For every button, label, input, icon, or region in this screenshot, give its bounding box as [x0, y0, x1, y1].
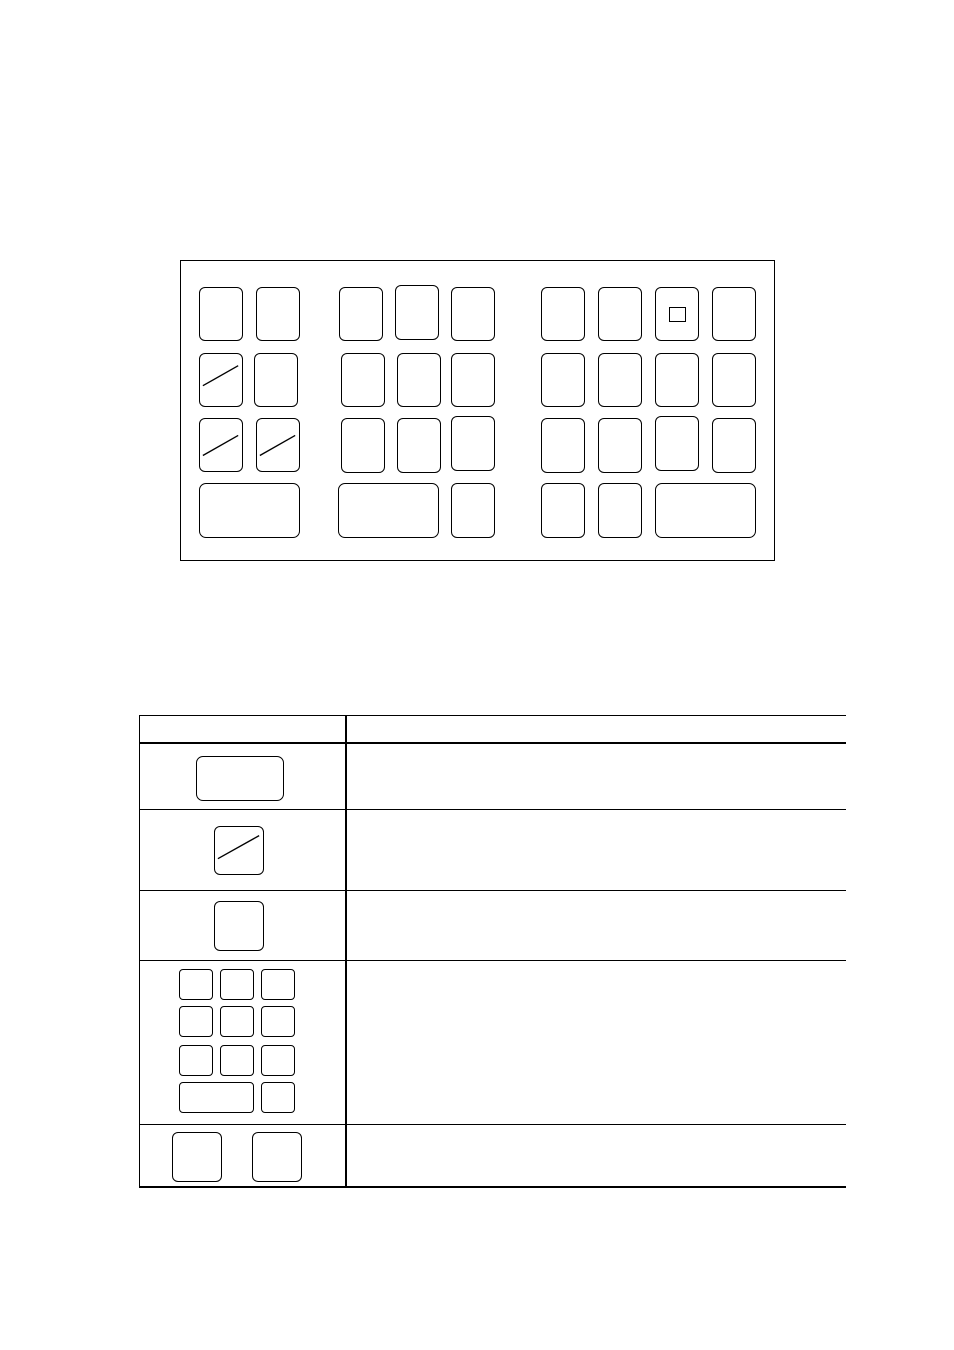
keypad-key: [179, 969, 213, 1000]
legend-row-divider: [140, 809, 846, 810]
slash-icon: [200, 419, 242, 471]
key-l-r1c1[interactable]: [199, 287, 243, 341]
keypad-key: [220, 1006, 254, 1037]
key-r-r1c2[interactable]: [598, 287, 642, 341]
keyboard-panel: [180, 260, 775, 561]
key-l-r1c2[interactable]: [256, 287, 300, 341]
legend-key-pair-icon: [172, 1132, 222, 1182]
legend-wide-key-icon: [196, 756, 284, 801]
key-r-r4c2[interactable]: [598, 483, 642, 538]
legend-column-divider: [345, 716, 347, 1186]
key-r-r2c3[interactable]: [655, 353, 699, 407]
keypad-key: [179, 1045, 213, 1076]
square-indicator-icon: [669, 307, 686, 322]
legend-key-pair-icon: [252, 1132, 302, 1182]
key-c-r1c3[interactable]: [451, 287, 495, 341]
slash-icon: [215, 827, 263, 874]
key-l-r2c2[interactable]: [254, 353, 298, 407]
key-r-r3c1[interactable]: [541, 418, 585, 473]
keypad-key: [220, 969, 254, 1000]
key-c-r3c3[interactable]: [451, 416, 495, 471]
key-r-r2c4[interactable]: [712, 353, 756, 407]
slash-key[interactable]: [199, 418, 243, 472]
key-r-r2c1[interactable]: [541, 353, 585, 407]
wide-key[interactable]: [655, 483, 756, 538]
keypad-key: [261, 1082, 295, 1113]
keypad-key: [261, 1006, 295, 1037]
key-r-r1c1[interactable]: [541, 287, 585, 341]
key-r-r3c3[interactable]: [655, 416, 699, 471]
legend-header: [140, 716, 846, 744]
key-c-r2c2[interactable]: [397, 353, 441, 407]
key-c-r2c1[interactable]: [341, 353, 385, 407]
slash-icon: [200, 354, 242, 406]
key-r-r4c1[interactable]: [541, 483, 585, 538]
wide-key[interactable]: [199, 483, 300, 538]
key-r-r3c4[interactable]: [712, 418, 756, 473]
keypad-key: [220, 1045, 254, 1076]
keypad-key: [261, 1045, 295, 1076]
legend-table: [139, 715, 846, 1188]
legend-row-divider: [140, 890, 846, 891]
key-r-r1c4[interactable]: [712, 287, 756, 341]
key-c-r1c2[interactable]: [395, 285, 439, 340]
legend-row-divider: [140, 1124, 846, 1125]
wide-key[interactable]: [338, 483, 439, 538]
key-c-r4c3[interactable]: [451, 483, 495, 538]
key-c-r3c1[interactable]: [341, 418, 385, 473]
key-c-r2c3[interactable]: [451, 353, 495, 407]
slash-icon: [257, 419, 299, 471]
indicator-key[interactable]: [655, 287, 699, 341]
keypad-key: [261, 969, 295, 1000]
legend-plain-key-icon: [214, 901, 264, 951]
legend-row-divider: [140, 960, 846, 961]
keypad-key: [179, 1006, 213, 1037]
key-c-r3c2[interactable]: [397, 418, 441, 473]
key-r-r3c2[interactable]: [598, 418, 642, 473]
keypad-wide-key: [179, 1082, 254, 1113]
key-r-r2c2[interactable]: [598, 353, 642, 407]
key-c-r1c1[interactable]: [339, 287, 383, 341]
slash-key[interactable]: [256, 418, 300, 472]
slash-key[interactable]: [199, 353, 243, 407]
legend-slash-key-icon: [214, 826, 264, 875]
